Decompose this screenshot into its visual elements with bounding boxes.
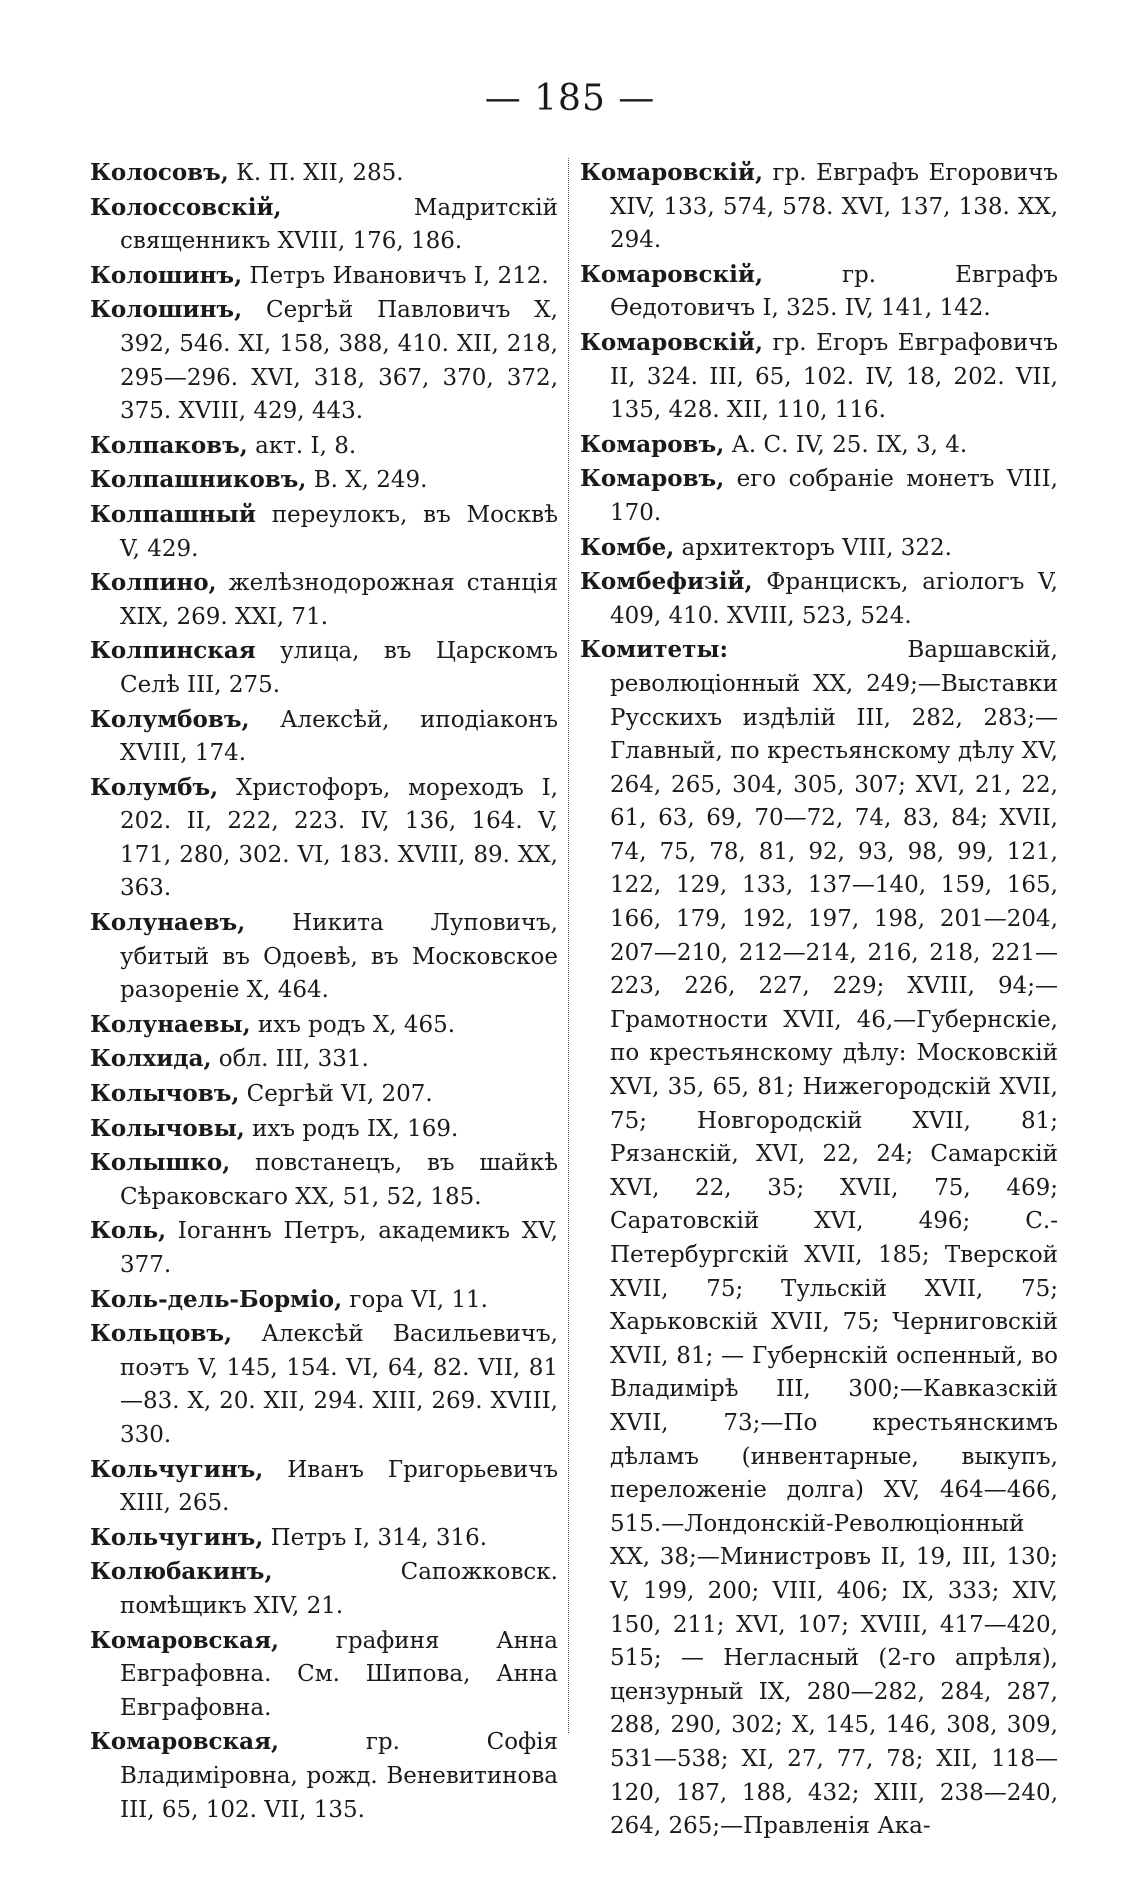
index-entry (580, 428, 1058, 463)
index-entry (580, 565, 1058, 633)
index-entry (90, 1008, 558, 1043)
entry-references: Алексѣй Васильевичъ, поэтъ V, 145, 154. VI, 64, 82. VII, 81—83. X, 20. XII, 294. XIII, 269. XVIII, 330. (120, 1321, 558, 1448)
index-entry (90, 634, 558, 702)
entry-headword: Колосовъ, (90, 159, 229, 186)
entry-headword: Колычовы, (90, 1114, 245, 1142)
index-entry (90, 463, 558, 498)
entry-headword: Колпино, (90, 569, 217, 597)
entry-references: архитекторъ VIII, 322. (674, 534, 952, 561)
index-entry (90, 771, 558, 906)
entry-headword: Комаровскій, (580, 159, 763, 186)
entry-references: акт. I, 8. (247, 432, 357, 459)
index-entry (580, 156, 1058, 258)
entry-headword: Колоссовскій, (90, 193, 282, 221)
entry-headword: Комаровская, (90, 1626, 280, 1654)
entry-headword: Колошинъ, (90, 261, 243, 289)
entry-references: повстанецъ, въ шайкѣ Сѣраковскаго XX, 51, 52, 185. (120, 1150, 558, 1210)
index-entry (90, 1077, 558, 1112)
entry-references: гора VI, 11. (342, 1286, 488, 1313)
entry-references: Иванъ Григорьевичъ XIII, 265. (120, 1456, 558, 1517)
index-entry (90, 191, 558, 259)
entry-references: Варшавскій, революціонный XX, 249;—Выставки Русскихъ издѣлій III, 282, 283;—Главный, по крестьянскому дѣлу XV, 264, 265, 304, 305, 307; XVI, 21, 22, 61, 63, 69, 70—72, 74, 83, 84; XVII, 74, 75, 78, 81, 92, 93, 98, 99, 121, 122, 129, 133, 137—140, 159, 165, 166, 179, 192, 197, 198, 201—204, 207—210, 212—214, 216, 218, 221—223, 226, 227, 229; XVIII, 94;—Грамотности XVII, 46,—Губернскіе, по крестьянскому дѣлу: Московскій XVI, 35, 65, 81; Нижегородскій XVII, 75; Новгородскій XVII, 81; Рязанскій, XVI, 22, 24; Самарскій XVI, 22, 35; XVII, 75, 469; Саратовскій XVI, 496; С.-Петербургскій XVII, 185; Тверской XVII, 75; Тульскій XVII, 75; Харьковскій XVII, 75; Черниговскій XVII, 81; — Губернскій оспенный, во Владимірѣ III, 300;—Кавказскій XVII, 73;—По крестьянскимъ дѣламъ (инвентарные, выкупъ, переложеніе долга) XV, 464—466, 515.—Лондонскій-Революціонный XX, 38;—Министровъ II, 19, III, 130; V, 199, 200; VIII, 406; IX, 333; XIV, 150, 211; XVI, 107; XVIII, 417—420, 515; — Негласный (2-го апрѣля), цензурный IX, 280—282, 284, 287, 288, 290, 302; X, 145, 146, 308, 309, 531—538; XI, 27, 77, 78; XII, 118—120, 187, 188, 432; XIII, 238—240, 264, 265;—Правленія Ака- (610, 637, 1058, 1840)
index-entry (90, 259, 558, 294)
entry-headword: Колошинъ, (90, 296, 243, 324)
index-entry (580, 462, 1058, 530)
index-entry (90, 1453, 558, 1521)
column-divider (568, 158, 569, 1733)
entry-references: Сергѣй Павловичъ X, 392, 546. XI, 158, 388, 410. XII, 218, 295—296. XVI, 318, 367, 370, 372, 375. XVIII, 429, 443. (120, 297, 558, 425)
entry-headword: Колпинская (90, 637, 256, 665)
index-entry (90, 156, 558, 191)
index-entry (90, 429, 558, 464)
right-column (580, 156, 1058, 1844)
entry-headword: Кольчугинъ, (90, 1455, 264, 1483)
entry-references: желѣзнодорожная станція XIX, 269. XXI, 71. (120, 570, 558, 630)
left-column (90, 156, 558, 1827)
entry-headword: Колпаковъ, (90, 431, 248, 459)
entry-headword: Комаровскій, (580, 328, 763, 356)
index-entry (90, 906, 558, 1008)
index-entry (580, 633, 1058, 1843)
entry-references: Сапожковск. помѣщикъ XIV, 21. (120, 1559, 558, 1619)
index-entry (580, 326, 1058, 428)
entry-references: В. X, 249. (306, 467, 428, 494)
entry-references: А. С. IV, 25. IX, 3, 4. (724, 431, 968, 458)
index-entry (90, 1042, 558, 1077)
entry-headword: Колумбовъ, (90, 705, 250, 733)
entry-headword: Комаровъ, (580, 430, 725, 458)
entry-headword: Колунаевъ, (90, 909, 246, 937)
entry-references: Петръ Ивановичъ I, 212. (242, 262, 549, 289)
index-entry (90, 293, 558, 428)
entry-headword: Колхида, (90, 1045, 212, 1073)
entry-references: гр. Егоръ Евграфовичъ II, 324. III, 65, 102. IV, 18, 202. VII, 135, 428. XII, 110, 116. (610, 329, 1058, 424)
entry-headword: Комаровскій, (580, 260, 763, 288)
index-entry (90, 1624, 558, 1726)
index-entry (90, 1725, 558, 1827)
entry-headword: Кольцовъ, (90, 1320, 233, 1348)
index-entry (580, 258, 1058, 326)
entry-references: графиня Анна Евграфовна. См. Шипова, Анна Евграфовна. (120, 1627, 558, 1721)
index-entry (90, 1214, 558, 1282)
entry-references: Петръ I, 314, 316. (263, 1524, 488, 1551)
entry-references: Францискъ, агіологъ V, 409, 410. XVIII, 523, 524. (610, 569, 1058, 629)
index-entry (90, 1146, 558, 1214)
entry-headword: Комбе, (580, 533, 675, 561)
entry-references: К. П. XII, 285. (228, 160, 404, 186)
entry-references: обл. III, 331. (211, 1046, 369, 1073)
entry-references: Мадритскій священникъ XVIII, 176, 186. (120, 194, 558, 255)
index-entry (90, 498, 558, 566)
page-number: — 185 — (484, 78, 656, 119)
entry-references: гр. Евграфъ Егоровичъ XIV, 133, 574, 578. XVI, 137, 138. XX, 294. (610, 160, 1058, 254)
entry-headword: Кольчугинъ, (90, 1523, 264, 1551)
entry-headword: Колпашный (90, 500, 256, 528)
entry-headword: Колумбъ, (90, 773, 219, 801)
entry-references: Никита Луповичъ, убитый въ Одоевѣ, въ Московское разореніе X, 464. (120, 910, 558, 1004)
entry-headword: Колюбакинъ, (90, 1558, 273, 1586)
entry-headword: Колышко, (90, 1149, 231, 1177)
entry-headword: Колпашниковъ, (90, 466, 307, 494)
entry-headword: Коль-дель-Борміо, (90, 1285, 343, 1313)
entry-references: ихъ родъ X, 465. (250, 1011, 456, 1038)
entry-references: улица, въ Царскомъ Селѣ III, 275. (120, 638, 558, 698)
index-entry (90, 1555, 558, 1623)
entry-headword: Колычовъ, (90, 1080, 240, 1108)
entry-references: его собраніе монетъ VIII, 170. (610, 466, 1058, 526)
index-entry (90, 1112, 558, 1147)
entry-headword: Комаровская, (90, 1728, 280, 1756)
index-entry (90, 1283, 558, 1318)
entry-references: Іоганнъ Петръ, академикъ XV, 377. (120, 1218, 558, 1278)
index-entry (90, 703, 558, 771)
entry-headword: Комбефизій, (580, 568, 753, 596)
entry-references: Сергѣй VI, 207. (239, 1081, 433, 1108)
index-entry (90, 566, 558, 634)
entry-references: гр. Софія Владиміровна, рожд. Веневитинова III, 65, 102. VII, 135. (120, 1729, 558, 1823)
entry-headword: Коль, (90, 1217, 167, 1245)
entry-headword: Колунаевы, (90, 1010, 251, 1038)
entry-references: ихъ родъ IX, 169. (244, 1115, 459, 1142)
entry-references: переулокъ, въ Москвѣ V, 429. (120, 501, 558, 562)
index-entry (580, 531, 1058, 566)
entry-headword: Комаровъ, (580, 465, 725, 493)
entry-references: Алексѣй, иподіаконъ XVIII, 174. (120, 706, 558, 767)
entry-references: гр. Евграфъ Ѳедотовичъ I, 325. IV, 141, 142. (610, 261, 1058, 322)
index-entry (90, 1521, 558, 1556)
index-entry (90, 1317, 558, 1452)
entry-headword: Комитеты: (580, 636, 728, 664)
entry-references: Христофоръ, мореходъ I, 202. II, 222, 223. IV, 136, 164. V, 171, 280, 302. VI, 183. XVIII, 89. XX, 363. (120, 774, 558, 902)
